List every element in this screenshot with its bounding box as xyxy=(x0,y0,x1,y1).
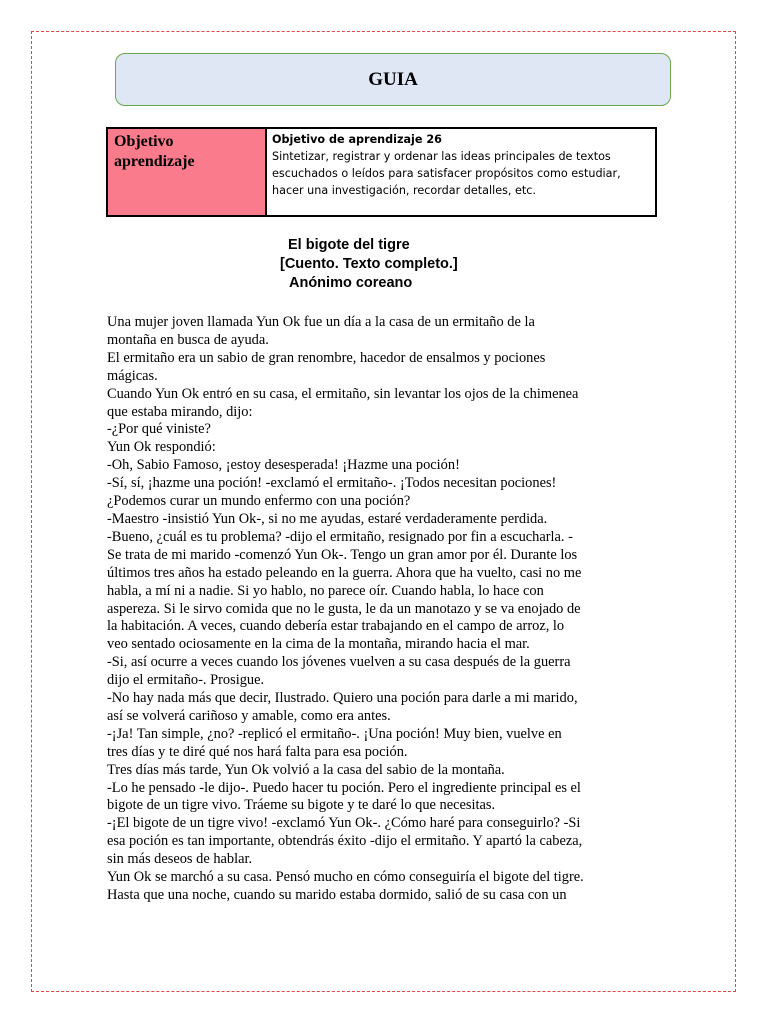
story-title: El bigote del tigre xyxy=(288,237,410,253)
story-line: Se trata de mi marido -comenzó Yun Ok-. Tengo un gran amor por él. Durante los xyxy=(107,546,578,563)
objective-label-cell xyxy=(108,129,267,215)
objective-line: Sintetizar, registrar y ordenar las ideas principales de textos xyxy=(272,150,611,163)
story-line: esa poción es tan importante, obtendrás éxito -dijo el ermitaño. Y apartó la cabeza, xyxy=(107,833,583,850)
story-line: Yun Ok respondió: xyxy=(107,439,216,456)
story-body xyxy=(107,314,612,905)
story-line: habla, a mí ni a nadie. Si yo hablo, no parece oír. Cuando habla, lo hace con xyxy=(107,582,544,599)
objective-table xyxy=(106,127,657,217)
story-line: bigote de un tigre vivo. Tráeme su bigote y te daré lo que necesitas. xyxy=(107,797,496,814)
story-line: Tres días más tarde, Yun Ok volvió a la casa del sabio de la montaña. xyxy=(107,761,505,778)
story-author: Anónimo coreano xyxy=(289,275,413,291)
story-line: -Oh, Sabio Famoso, ¡estoy desesperada! ¡Hazme una poción! xyxy=(107,457,460,474)
story-line: mágicas. xyxy=(107,367,158,384)
story-line: aspereza. Si le sirvo comida que no le gusta, le da un manotazo y se va enojado de xyxy=(107,600,581,617)
story-line: -Maestro -insistió Yun Ok-, si no me ayudas, estaré verdaderamente perdida. xyxy=(107,510,548,527)
story-line: tres días y te diré qué nos hará falta para esa poción. xyxy=(107,743,408,760)
story-line: -¿Por qué viniste? xyxy=(107,421,211,438)
story-line: montaña en busca de ayuda. xyxy=(107,331,269,348)
story-line: últimos tres años ha estado peleando en la guerra. Ahora que ha vuelto, casi no me xyxy=(107,564,582,581)
story-header xyxy=(200,236,500,293)
story-line: -¡El bigote de un tigre vivo! -exclamó Yun Ok-. ¿Cómo haré para conseguirlo? -Si xyxy=(107,815,581,832)
story-line: Cuando Yun Ok entró en su casa, el ermitaño, sin levantar los ojos de la chimenea xyxy=(107,385,579,402)
story-line: sin más deseos de hablar. xyxy=(107,851,253,868)
story-line: -Bueno, ¿cuál es tu problema? -dijo el ermitaño, resignado por fin a escucharla. - xyxy=(107,528,573,545)
story-line: así se volverá cariñoso y amable, como era antes. xyxy=(107,707,391,724)
story-line: dijo el ermitaño-. Prosigue. xyxy=(107,672,265,689)
guia-title: GUIA xyxy=(368,68,418,90)
story-line: -Sí, sí, ¡hazme una poción! -exclamó el ermitaño-. ¡Todos necesitan pociones! xyxy=(107,475,557,492)
story-line: veo sentado ociosamente en la cima de la montaña, mirando hacia el mar. xyxy=(107,636,530,653)
story-line: -Lo he pensado -le dijo-. Puedo hacer tu poción. Pero el ingrediente principal es el xyxy=(107,779,581,796)
story-line: la habitación. A veces, cuando debería estar trabajando en el campo de arroz, lo xyxy=(107,618,565,635)
story-line: Yun Ok se marchó a su casa. Pensó mucho en cómo conseguiría el bigote del tigre. xyxy=(107,869,584,886)
objective-line: hacer una investigación, recordar detalles, etc. xyxy=(272,184,537,197)
story-subtitle: [Cuento. Texto completo.] xyxy=(280,256,458,272)
objective-label-line2: aprendizaje xyxy=(114,153,195,170)
story-line: que estaba mirando, dijo: xyxy=(107,403,253,420)
story-line: ¿Podemos curar un mundo enfermo con una poción? xyxy=(107,493,411,510)
objective-line: escuchados o leídos para satisfacer propósitos como estudiar, xyxy=(272,167,621,180)
objective-label-line1: Objetivo xyxy=(114,133,174,150)
story-line: Hasta que una noche, cuando su marido estaba dormido, salió de su casa con un xyxy=(107,887,567,903)
story-line: -Si, así ocurre a veces cuando los jóvenes vuelven a su casa después de la guerra xyxy=(107,654,571,671)
objective-description-cell xyxy=(267,129,655,215)
guia-header-box xyxy=(115,53,671,106)
story-line: -¡Ja! Tan simple, ¿no? -replicó el ermitaño-. ¡Una poción! Muy bien, vuelve en xyxy=(107,725,562,742)
story-line: El ermitaño era un sabio de gran renombre, hacedor de ensalmos y pociones xyxy=(107,349,546,366)
objective-heading: Objetivo de aprendizaje 26 xyxy=(272,133,442,146)
story-line: Una mujer joven llamada Yun Ok fue un día a la casa de un ermitaño de la xyxy=(107,314,535,330)
story-line: -No hay nada más que decir, Ilustrado. Quiero una poción para darle a mi marido, xyxy=(107,690,578,707)
